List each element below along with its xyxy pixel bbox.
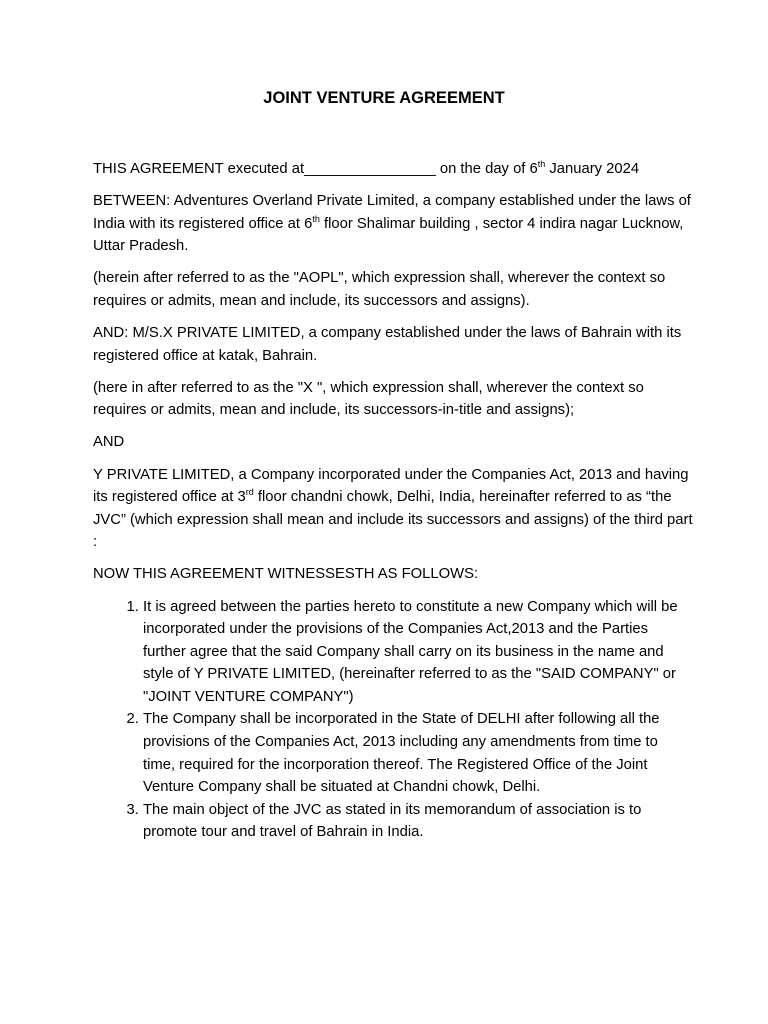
aopl-definition-paragraph: (herein after referred to as the "AOPL", which expression shall, wherever the context so requires or admits, mean and include, its successors and assigns).	[93, 270, 666, 309]
document-title: JOINT VENTURE AGREEMENT	[263, 89, 505, 107]
third-party-paragraph: Y PRIVATE LIMITED, a Company incorporated under the Companies Act, 2013 and having its registered office at 3rd floor chandni chowk, Delhi, India, hereinafter referred to as “the JVC” (which expression shall mean and include its successors and assigns) of the third part :	[93, 466, 693, 551]
clause-list	[93, 596, 693, 845]
second-party-paragraph: AND: M/S.X PRIVATE LIMITED, a company established under the laws of Bahrain with its registered office at katak, Bahrain.	[93, 325, 682, 364]
document-body	[93, 158, 693, 844]
clause-item: 3. The main object of the JVC as stated in its memorandum of association is to promote tour and travel of Bahrain in India.	[143, 799, 693, 844]
x-definition-paragraph: (here in after referred to as the "X ", which expression shall, wherever the context so requires or admits, mean and include, its successors-in-title and assigns);	[93, 379, 644, 419]
first-party-paragraph: BETWEEN: Adventures Overland Private Limited, a company established under the laws of India with its registered office at 6th floor Shalimar building , sector 4 indira nagar Lucknow, Uttar Pradesh.	[93, 193, 691, 255]
witnesseth-heading: NOW THIS AGREEMENT WITNESSESTH AS FOLLOWS:	[93, 566, 479, 583]
and-separator: AND	[93, 434, 125, 451]
clause-item: 1. It is agreed between the parties hereto to constitute a new Company which will be incorporated under the provisions of the Companies Act,2013 and the Parties further agree that the said Company shall carry on its business in the name and style of Y PRIVATE LIMITED, (hereinafter referred to as the "SAID COMPANY" or "JOINT VENTURE COMPANY")	[143, 596, 693, 709]
execution-line: THIS AGREEMENT executed at________________ on the day of 6th January 2024	[93, 159, 640, 177]
clause-item: 2. The Company shall be incorporated in the State of DELHI after following all the provisions of the Companies Act, 2013 including any amendments from time to time, required for the incorporation thereof. The Registered Office of the Joint Venture Company shall be situated at Chandni chowk, Delhi.	[143, 708, 693, 798]
